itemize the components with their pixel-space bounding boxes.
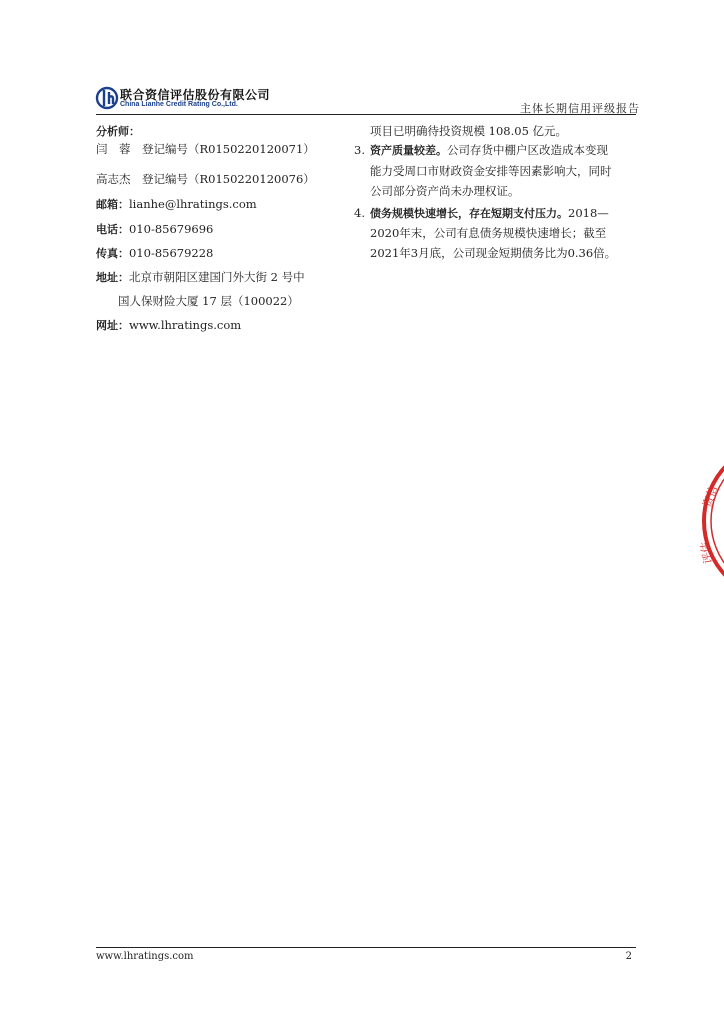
fax-label: 传真：	[96, 247, 129, 260]
company-logo	[96, 86, 286, 114]
risk-item-4-text: 2018—	[568, 206, 609, 220]
footer-website[interactable]: www.lhratings.com	[96, 951, 194, 962]
company-name-cn: 联合资信评估股份有限公司	[120, 88, 271, 102]
website-row	[96, 318, 241, 333]
seal-stamp-icon	[698, 438, 724, 604]
svg-text:资信: 资信	[700, 483, 721, 510]
lh-logo-icon	[96, 86, 118, 110]
footer-divider	[96, 947, 636, 948]
risk-item-4-number: 4.	[354, 206, 365, 220]
analyst-label-row	[96, 124, 140, 139]
address-row	[96, 270, 305, 285]
analyst-2: 高志杰 登记编号（R0150220120076）	[96, 172, 315, 186]
phone-value: 010-85679696	[129, 222, 214, 236]
risk-item-4-line2: 2020年末，公司有息债务规模快速增长；截至	[370, 226, 607, 240]
risk-item-4-line3: 2021年3月底，公司现金短期债务比为0.36倍。	[370, 246, 617, 260]
risk-item-4-line1	[370, 206, 609, 221]
report-title: 主体长期信用评级报告	[520, 102, 640, 115]
risk-item-3-number: 3.	[354, 143, 365, 157]
page-number: 2	[625, 951, 632, 962]
address-label: 地址：	[96, 271, 129, 284]
analyst-1: 闫 蓉 登记编号（R0150220120071）	[96, 142, 315, 156]
fax-row	[96, 246, 213, 261]
fax-value: 010-85679228	[129, 246, 214, 260]
address-line2: 国人保财险大厦 17 层（100022）	[118, 294, 299, 308]
risk-item-3-line3: 公司部分资产尚未办理权证。	[370, 184, 520, 198]
risk-item-3-line1	[370, 143, 608, 158]
risk-item-4-heading: 债务规模快速增长，存在短期支付压力。	[370, 207, 568, 220]
email-label: 邮箱：	[96, 198, 129, 211]
website-value[interactable]: www.lhratings.com	[129, 318, 242, 332]
email-row	[96, 197, 257, 212]
phone-label: 电话：	[96, 223, 129, 236]
risk-item-3-line2: 能力受周口市财政资金安排等因素影响大，同时	[370, 164, 612, 178]
svg-text:评估: 评估	[698, 540, 715, 565]
analyst-label: 分析师：	[96, 125, 140, 138]
risk-continuation: 项目已明确待投资规模 108.05 亿元。	[370, 124, 568, 138]
risk-item-3-heading: 资产质量较差。	[370, 144, 447, 157]
email-value[interactable]: lianhe@lhratings.com	[129, 197, 257, 211]
website-label: 网址：	[96, 319, 129, 332]
address-line1: 北京市朝阳区建国门外大街 2 号中	[129, 270, 305, 284]
company-name-en: China Lianhe Credit Rating Co.,Ltd.	[120, 101, 238, 108]
header-divider	[96, 114, 636, 115]
risk-item-3-text: 公司存货中棚户区改造成本变现	[447, 143, 608, 157]
phone-row	[96, 222, 213, 237]
